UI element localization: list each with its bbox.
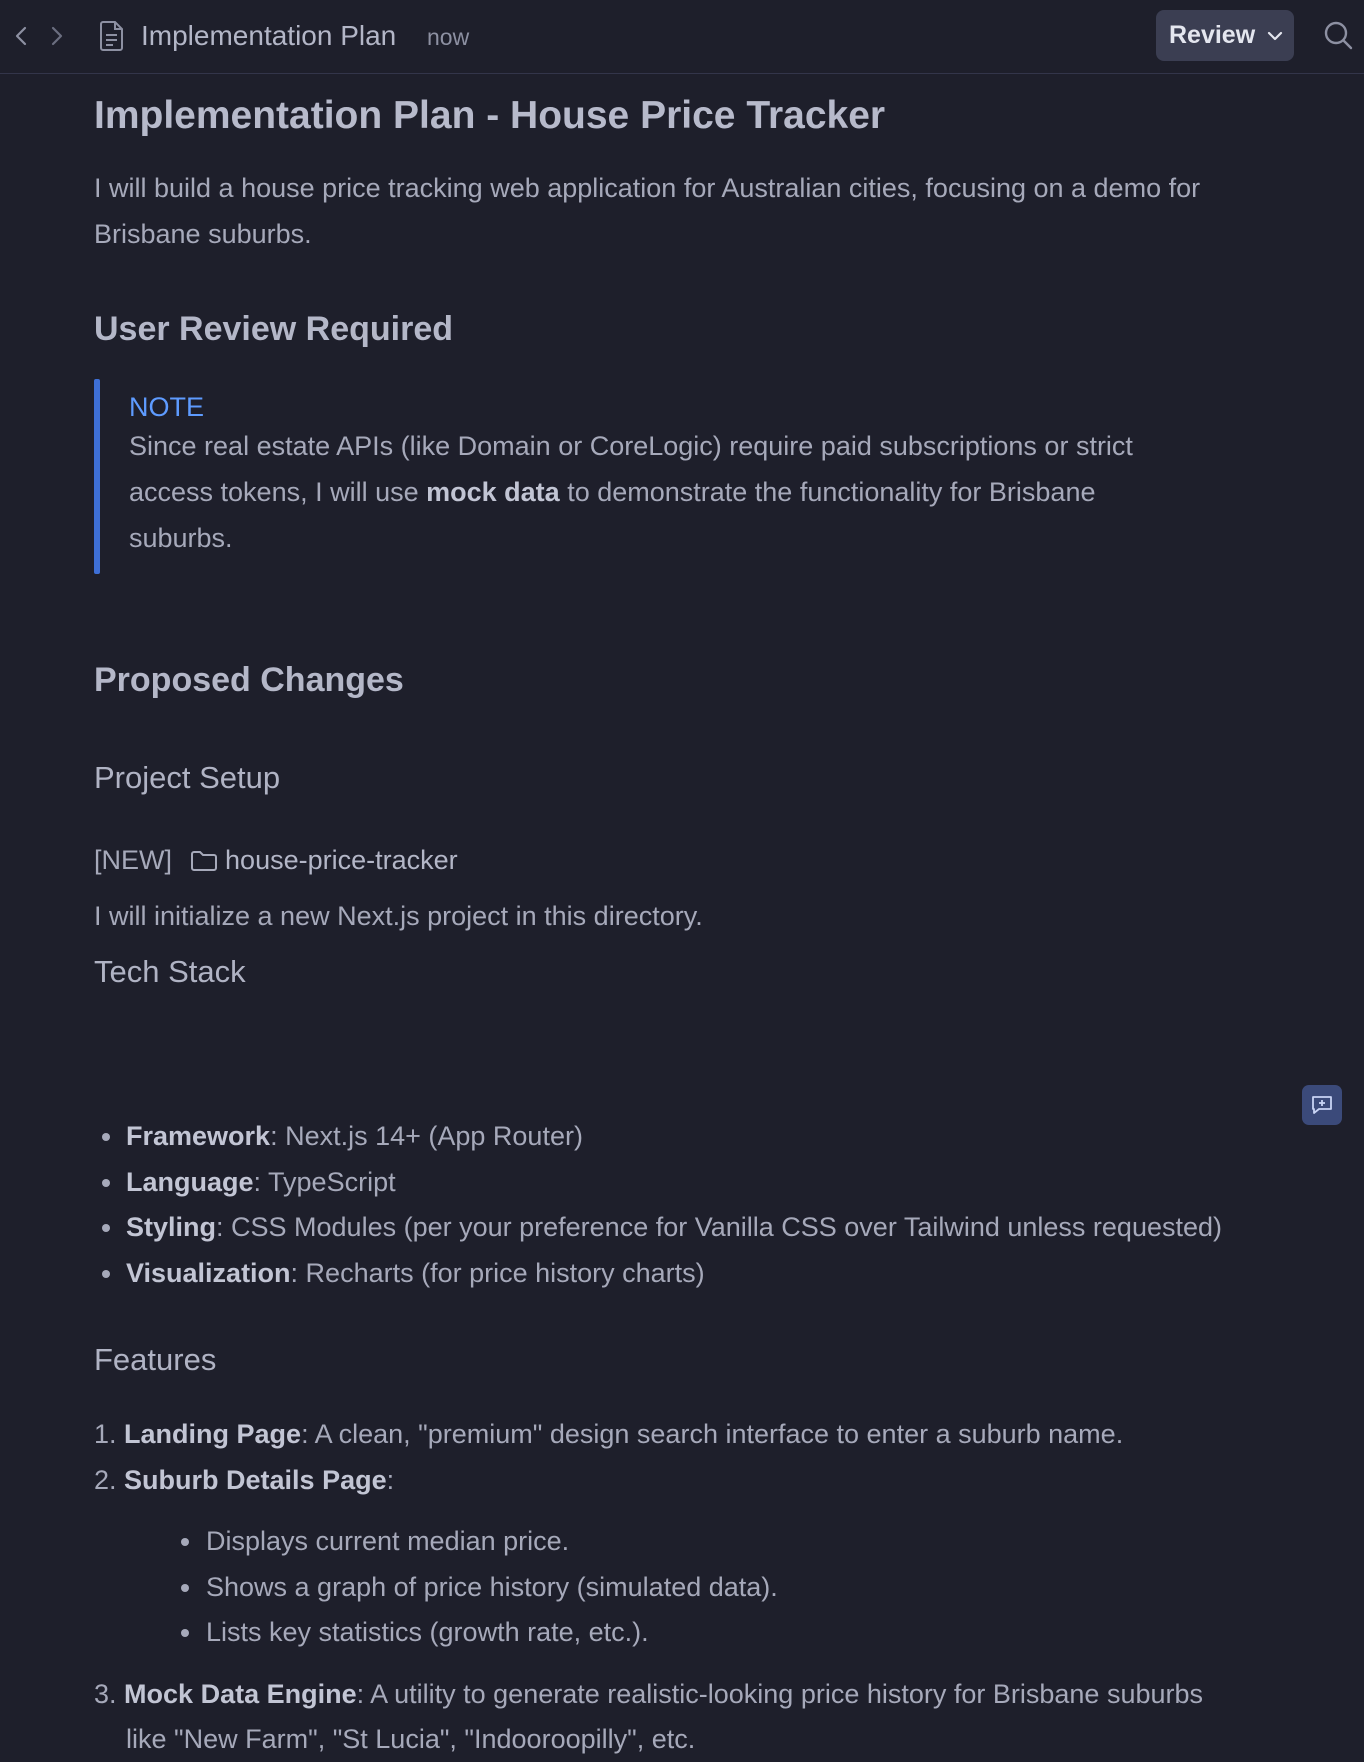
feature-subitem: Lists key statistics (growth rate, etc.). — [206, 1617, 649, 1647]
note-emphasis: mock data — [426, 477, 560, 507]
bullet-dot — [102, 1224, 110, 1232]
bullet-dot — [102, 1270, 110, 1278]
setup-description: I will initialize a new Next.js project in this directory. — [94, 901, 703, 931]
intro-line-1: I will build a house price tracking web application for Australian cities, focusing on a demo for — [94, 173, 1201, 203]
review-button[interactable] — [1156, 10, 1294, 61]
feature-item: 2. Suburb Details Page: — [94, 1465, 395, 1495]
back-button[interactable] — [8, 22, 34, 50]
top-bar — [0, 0, 1364, 74]
bullet-dot — [102, 1179, 110, 1187]
search-icon[interactable] — [1322, 19, 1354, 51]
note-line-3: suburbs. — [129, 523, 233, 553]
new-file-row — [94, 838, 458, 883]
subheading-tech-stack: Tech Stack — [94, 954, 246, 989]
review-button-label: Review — [1169, 21, 1256, 49]
feature-item: 1. Landing Page: A clean, "premium" design search interface to enter a suburb name. — [94, 1419, 1124, 1449]
document-icon — [98, 20, 126, 52]
bullet-dot — [181, 1538, 189, 1546]
add-comment-button[interactable] — [1302, 1085, 1342, 1125]
feature-item: 3. Mock Data Engine: A utility to generate realistic-looking price history for Brisbane suburbs — [94, 1679, 1204, 1709]
new-tag: [NEW] — [94, 845, 172, 875]
page-title: Implementation Plan - House Price Tracker — [94, 94, 886, 137]
feature-subitem: Shows a graph of price history (simulated data). — [206, 1572, 778, 1602]
chevron-left-icon — [14, 25, 28, 47]
chevron-down-icon — [1267, 31, 1283, 41]
feature-item-continuation: like "New Farm", "St Lucia", "Indooroopilly", etc. — [126, 1724, 696, 1754]
bullet-dot — [181, 1584, 189, 1592]
document-title: Implementation Plan — [141, 20, 397, 51]
feature-subitem: Displays current median price. — [206, 1526, 570, 1556]
tech-item: Framework: Next.js 14+ (App Router) — [126, 1121, 583, 1151]
subheading-features: Features — [94, 1342, 217, 1377]
folder-name-link[interactable]: house-price-tracker — [225, 845, 458, 875]
bullet-dot — [181, 1629, 189, 1637]
section-heading-changes: Proposed Changes — [94, 661, 404, 699]
add-comment-icon — [1310, 1094, 1334, 1116]
chevron-right-icon — [50, 25, 64, 47]
last-modified-time: now — [427, 24, 470, 50]
note-label: NOTE — [129, 392, 205, 422]
intro-line-2: Brisbane suburbs. — [94, 219, 312, 249]
section-heading-review: User Review Required — [94, 310, 454, 348]
tech-item: Visualization: Recharts (for price history charts) — [126, 1258, 705, 1288]
tech-item: Language: TypeScript — [126, 1167, 396, 1197]
forward-button[interactable] — [44, 22, 70, 50]
subheading-project-setup: Project Setup — [94, 760, 281, 795]
note-line-1: Since real estate APIs (like Domain or CoreLogic) require paid subscriptions or strict — [129, 431, 1133, 461]
bullet-dot — [102, 1133, 110, 1141]
note-callout-bar — [94, 379, 100, 574]
note-line-2: access tokens, I will use mock data to demonstrate the functionality for Brisbane — [129, 477, 1096, 507]
tech-item: Styling: CSS Modules (per your preference for Vanilla CSS over Tailwind unless requested) — [126, 1212, 1223, 1242]
folder-icon — [190, 850, 218, 872]
